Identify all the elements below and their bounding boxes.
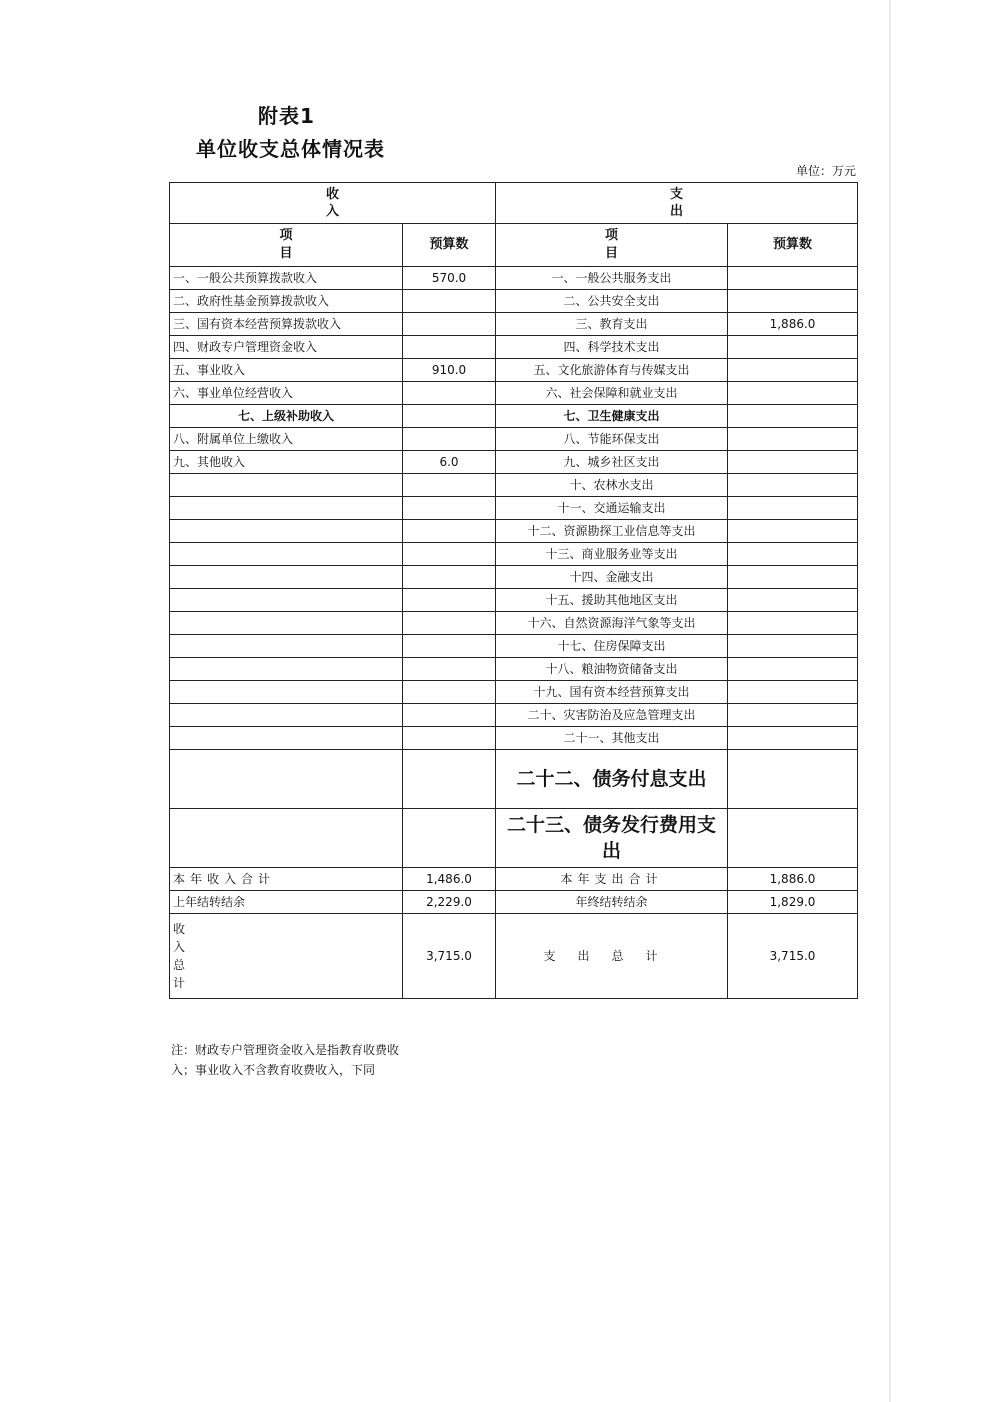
income-item-cell: [170, 658, 403, 681]
expense-budget-cell: [728, 520, 858, 543]
income-item-cell: 三、国有资本经营预算拨款收入: [170, 313, 403, 336]
carry-in-value: 2,229.0: [403, 891, 496, 914]
table-row: [170, 428, 858, 451]
expense-budget-cell: [728, 704, 858, 727]
budget-table: [169, 182, 858, 999]
income-budget-cell: [403, 405, 496, 428]
income-item-cell: [170, 474, 403, 497]
carry-out-value: 1,829.0: [728, 891, 858, 914]
expense-budget-cell: [728, 750, 858, 809]
income-budget-cell: [403, 382, 496, 405]
expense-budget-cell: [728, 543, 858, 566]
expense-budget-cell: [728, 589, 858, 612]
expense-item-cell: 二十一、其他支出: [496, 727, 728, 750]
year-expense-total-label: 本年支出合计: [496, 868, 728, 891]
expense-budget-cell: [728, 809, 858, 868]
income-budget-cell: [403, 336, 496, 359]
expense-budget-cell: [728, 658, 858, 681]
income-budget-cell: [403, 497, 496, 520]
column-header-row: [170, 224, 858, 267]
expense-budget-cell: [728, 612, 858, 635]
expense-item-cell: 十八、粮油物资储备支出: [496, 658, 728, 681]
income-budget-cell: 6.0: [403, 451, 496, 474]
income-budget-cell: [403, 520, 496, 543]
table-row: [170, 681, 858, 704]
expense-item-cell: 十六、自然资源海洋气象等支出: [496, 612, 728, 635]
income-item-cell: [170, 543, 403, 566]
expense-budget-cell: 1,886.0: [728, 313, 858, 336]
income-budget-cell: [403, 704, 496, 727]
expense-budget-cell: [728, 727, 858, 750]
income-item-cell: 二、政府性基金预算拨款收入: [170, 290, 403, 313]
grand-total-row: [170, 914, 858, 999]
income-budget-cell: [403, 809, 496, 868]
expense-item-cell: 十七、住房保障支出: [496, 635, 728, 658]
expense-budget-cell: [728, 336, 858, 359]
table-row: [170, 543, 858, 566]
table-row: [170, 497, 858, 520]
expense-budget-cell: [728, 451, 858, 474]
expense-item-cell: 九、城乡社区支出: [496, 451, 728, 474]
income-budget-cell: [403, 566, 496, 589]
expense-item-cell: 八、节能环保支出: [496, 428, 728, 451]
income-item-cell: [170, 727, 403, 750]
table-row: [170, 267, 858, 290]
expense-budget-cell: [728, 474, 858, 497]
table-row: [170, 589, 858, 612]
expense-grand-total-label: 支出总计: [496, 914, 728, 999]
income-item-cell: [170, 635, 403, 658]
totals-rows: [170, 868, 858, 999]
unit-label: 单位：万元: [795, 164, 856, 178]
expense-item-cell: 一、一般公共服务支出: [496, 267, 728, 290]
expense-item-cell: 十、农林水支出: [496, 474, 728, 497]
expense-item-cell: 二十三、债务发行费用支出: [496, 809, 728, 868]
income-budget-cell: [403, 543, 496, 566]
table-row: [170, 451, 858, 474]
income-item-cell: 四、财政专户管理资金收入: [170, 336, 403, 359]
expense-item-cell: 二、公共安全支出: [496, 290, 728, 313]
income-item-cell: [170, 589, 403, 612]
income-budget-cell: [403, 428, 496, 451]
income-budget-cell: 910.0: [403, 359, 496, 382]
expense-budget-cell: [728, 681, 858, 704]
table-row: [170, 474, 858, 497]
table-title: 单位收支总体情况表: [196, 137, 385, 161]
expense-item-cell: 十五、援助其他地区支出: [496, 589, 728, 612]
table-row: [170, 704, 858, 727]
carry-out-label: 年终结转结余: [496, 891, 728, 914]
income-budget-cell: [403, 750, 496, 809]
income-item-cell: 一、一般公共预算拨款收入: [170, 267, 403, 290]
income-item-cell: 五、事业收入: [170, 359, 403, 382]
income-item-cell: [170, 520, 403, 543]
expense-budget-cell: [728, 497, 858, 520]
income-budget-cell: [403, 313, 496, 336]
income-item-cell: 六、事业单位经营收入: [170, 382, 403, 405]
income-budget-cell: 570.0: [403, 267, 496, 290]
expense-item-cell: 十二、资源勘探工业信息等支出: [496, 520, 728, 543]
income-item-cell: [170, 612, 403, 635]
table-row: [170, 290, 858, 313]
income-item-cell: [170, 750, 403, 809]
expense-item-cell: 六、社会保障和就业支出: [496, 382, 728, 405]
table-row: [170, 520, 858, 543]
carry-in-label: 上年结转结余: [170, 891, 403, 914]
expense-item-header: 项 目: [496, 224, 728, 267]
expense-item-cell: 十一、交通运输支出: [496, 497, 728, 520]
table-row: [170, 382, 858, 405]
table-row: [170, 566, 858, 589]
income-item-cell: 九、其他收入: [170, 451, 403, 474]
table-row: [170, 336, 858, 359]
table-row: [170, 658, 858, 681]
income-item-cell: 八、附属单位上缴收入: [170, 428, 403, 451]
appendix-title: 附表1: [258, 104, 315, 128]
expense-section-header: 支 出: [496, 183, 858, 224]
expense-item-cell: 三、教育支出: [496, 313, 728, 336]
expense-item-cell: 四、科学技术支出: [496, 336, 728, 359]
income-item-cell: [170, 497, 403, 520]
income-item-cell: [170, 681, 403, 704]
income-item-cell: [170, 704, 403, 727]
income-budget-header: 预算数: [403, 224, 496, 267]
year-total-row: [170, 868, 858, 891]
expense-budget-cell: [728, 428, 858, 451]
income-grand-total-label: 收 入 总 计: [170, 914, 403, 999]
budget-table-body: [170, 183, 858, 267]
income-budget-cell: [403, 474, 496, 497]
carry-over-row: [170, 891, 858, 914]
expense-item-cell: 十四、金融支出: [496, 566, 728, 589]
table-row: [170, 612, 858, 635]
income-grand-total-value: 3,715.0: [403, 914, 496, 999]
income-budget-cell: [403, 290, 496, 313]
income-budget-cell: [403, 635, 496, 658]
year-expense-total-value: 1,886.0: [728, 868, 858, 891]
income-budget-cell: [403, 727, 496, 750]
income-item-cell: 七、上级补助收入: [170, 405, 403, 428]
expense-item-cell: 七、卫生健康支出: [496, 405, 728, 428]
expense-budget-cell: [728, 359, 858, 382]
income-section-header: 收 入: [170, 183, 496, 224]
expense-budget-cell: [728, 405, 858, 428]
income-budget-cell: [403, 612, 496, 635]
income-item-header: 项 目: [170, 224, 403, 267]
expense-item-cell: 二十二、债务付息支出: [496, 750, 728, 809]
expense-item-cell: 二十、灾害防治及应急管理支出: [496, 704, 728, 727]
expense-budget-cell: [728, 290, 858, 313]
income-budget-cell: [403, 589, 496, 612]
table-row: [170, 809, 858, 868]
expense-budget-header: 预算数: [728, 224, 858, 267]
table-row: [170, 727, 858, 750]
expense-item-cell: 十三、商业服务业等支出: [496, 543, 728, 566]
income-budget-cell: [403, 681, 496, 704]
table-row: [170, 359, 858, 382]
table-row: [170, 635, 858, 658]
year-income-total-value: 1,486.0: [403, 868, 496, 891]
income-item-cell: [170, 809, 403, 868]
expense-item-cell: 十九、国有资本经营预算支出: [496, 681, 728, 704]
expense-budget-cell: [728, 267, 858, 290]
table-row: [170, 750, 858, 809]
income-item-cell: [170, 566, 403, 589]
table-data-rows: [170, 267, 858, 868]
expense-item-cell: 五、文化旅游体育与传媒支出: [496, 359, 728, 382]
expense-grand-total-value: 3,715.0: [728, 914, 858, 999]
year-income-total-label: 本年收入合计: [170, 868, 403, 891]
expense-budget-cell: [728, 382, 858, 405]
expense-budget-cell: [728, 566, 858, 589]
section-header-row: [170, 183, 858, 224]
expense-budget-cell: [728, 635, 858, 658]
footnote: 注：财政专户管理资金收入是指教育收费收入；事业收入不含教育收费收入，下同: [171, 1043, 400, 1077]
table-row: [170, 313, 858, 336]
page-edge-shadow: [889, 0, 891, 1402]
table-row: [170, 405, 858, 428]
income-budget-cell: [403, 658, 496, 681]
